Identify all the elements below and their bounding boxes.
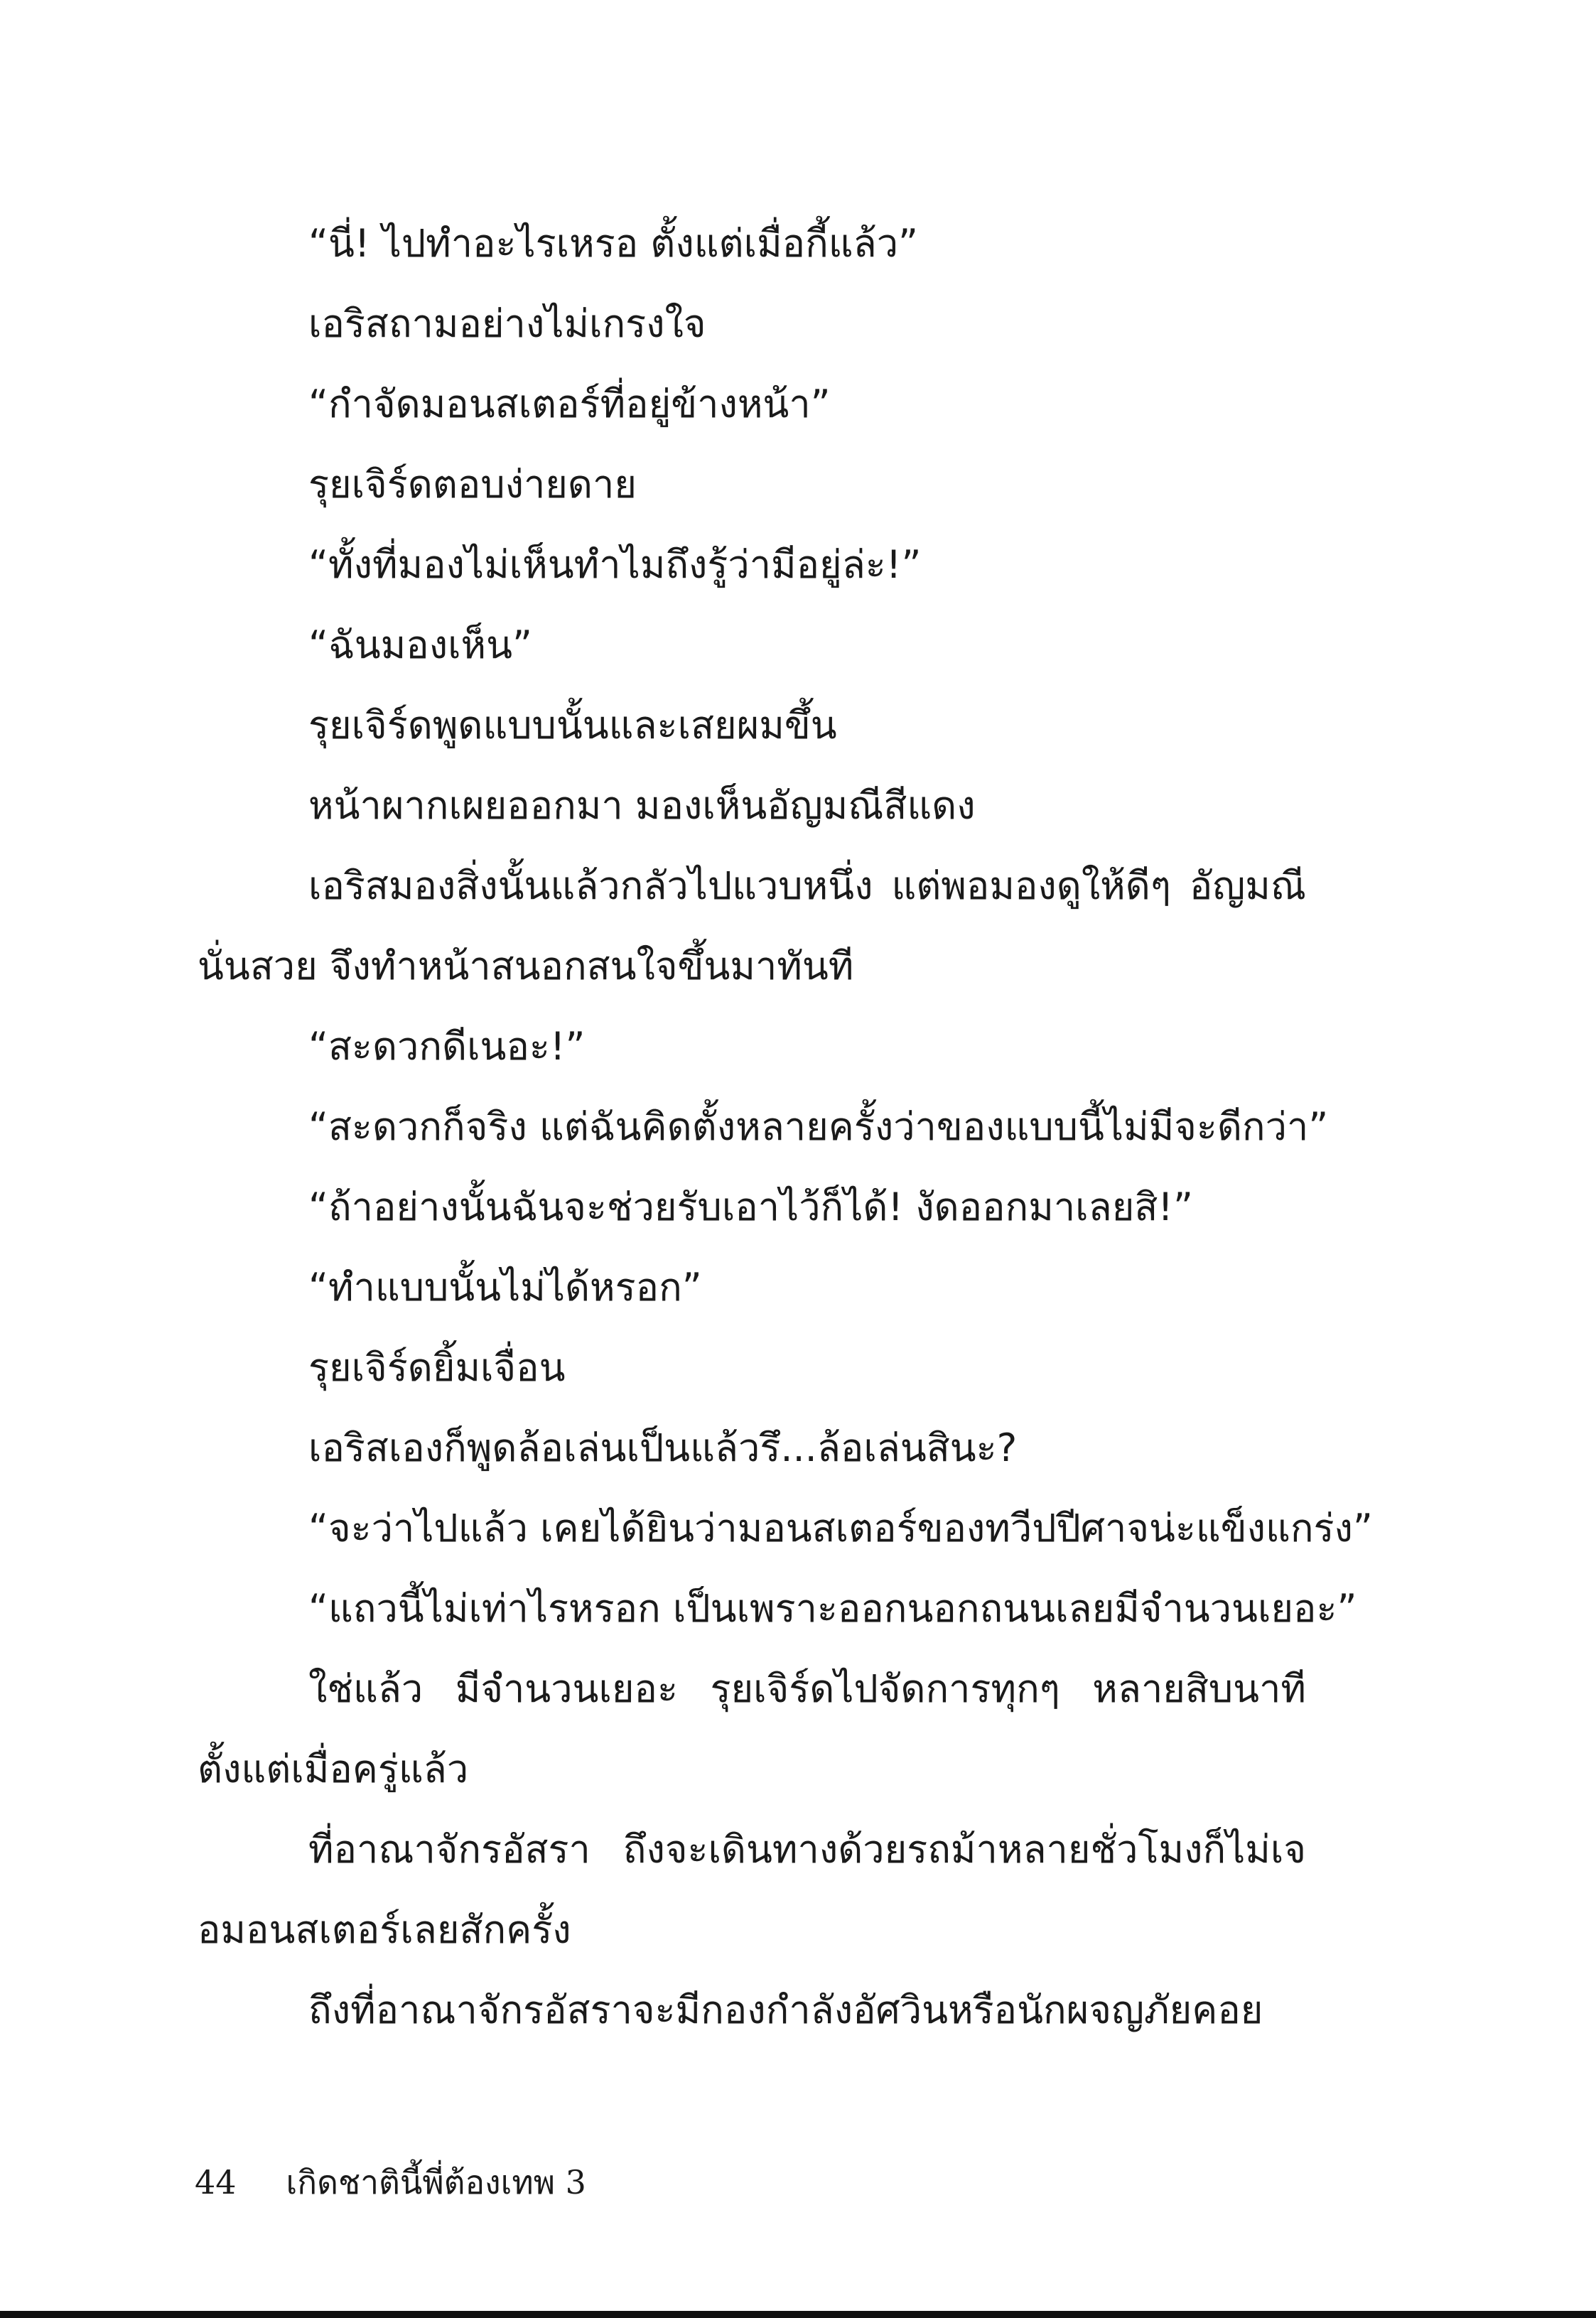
paragraph: รุยเจิร์ดพูดแบบนั้นและเสยผมขึ้น (308, 703, 837, 748)
paragraph: หน้าผากเผยออกมา มองเห็นอัญมณีสีแดง (308, 783, 976, 828)
paragraph: “แถวนี้ไม่เท่าไรหรอก เป็นเพราะออกนอกถนนเลยมีจำนวนเยอะ” (308, 1586, 1357, 1631)
page-footer (195, 2157, 586, 2209)
paragraph: “ถ้าอย่างนั้นฉันจะช่วยรับเอาไว้ก็ได้! งัดออกมาเลยสิ!” (308, 1185, 1193, 1229)
paragraph: “สะดวกดีเนอะ!” (308, 1024, 586, 1069)
paragraph: “ทั้งที่มองไม่เห็นทำไมถึงรู้ว่ามีอยู่ล่ะ!” (308, 542, 922, 587)
paragraph: “สะดวกก็จริง แต่ฉันคิดตั้งหลายครั้งว่าของแบบนี้ไม่มีจะดีกว่า” (308, 1104, 1329, 1149)
paragraph: ที่อาณาจักรอัสรา ถึงจะเดินทางด้วยรถม้าหลายชั่วโมงก็ไม่เจอมอนสเตอร์เลยสักครั้ง (198, 1827, 1306, 1952)
page-number: 44 (195, 2163, 237, 2201)
bottom-border (0, 2311, 1596, 2318)
running-title: เกิดชาตินี้พี่ต้องเทพ 3 (286, 2163, 586, 2201)
paragraph: ถึงที่อาณาจักรอัสราจะมีกองกำลังอัศวินหรือนักผจญภัยคอย (308, 1988, 1263, 2032)
paragraph: รุยเจิร์ดตอบง่ายดาย (308, 462, 637, 507)
body-text (198, 203, 1373, 2050)
paragraph: “นี่! ไปทำอะไรเหรอ ตั้งแต่เมื่อกี้แล้ว” (308, 221, 918, 266)
paragraph: ใช่แล้ว มีจำนวนเยอะ รุยเจิร์ดไปจัดการทุกๆ หลายสิบนาทีตั้งแต่เมื่อครู่แล้ว (198, 1666, 1306, 1791)
paragraph: “กำจัดมอนสเตอร์ที่อยู่ข้างหน้า” (308, 382, 831, 426)
paragraph: เอริสเองก็พูดล้อเล่นเป็นแล้วรึ...ล้อเล่นสินะ? (308, 1425, 1018, 1470)
paragraph: “ทำแบบนั้นไม่ได้หรอก” (308, 1265, 702, 1310)
paragraph: “ฉันมองเห็น” (308, 622, 533, 667)
paragraph: เอริสมองสิ่งนั้นแล้วกลัวไปแวบหนึ่ง แต่พอมองดูให้ดีๆ อัญมณีนั่นสวย จึงทำหน้าสนอกสนใจขึ้นมาทันที (198, 863, 1306, 988)
paragraph: รุยเจิร์ดยิ้มเจื่อน (308, 1345, 566, 1390)
paragraph: “จะว่าไปแล้ว เคยได้ยินว่ามอนสเตอร์ของทวีปปีศาจน่ะแข็งแกร่ง” (308, 1506, 1373, 1551)
paragraph: เอริสถามอย่างไม่เกรงใจ (308, 301, 706, 346)
